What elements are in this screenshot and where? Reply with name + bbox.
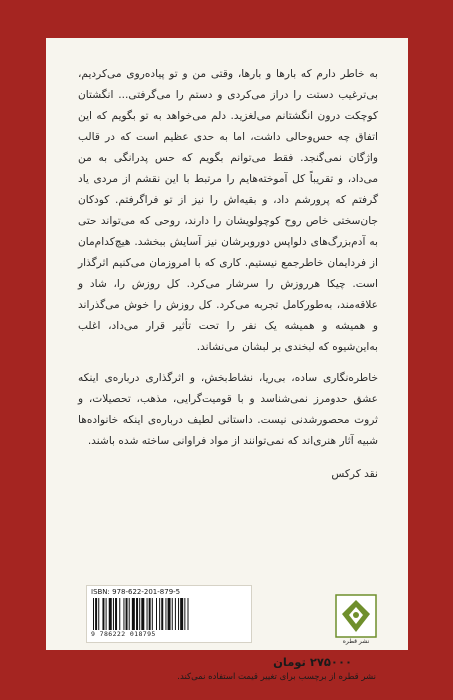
barcode-digits: 9 786222 018795 bbox=[91, 630, 156, 638]
barcode-bar bbox=[175, 598, 176, 630]
barcode-bar bbox=[93, 598, 94, 630]
barcode-bar bbox=[129, 598, 130, 630]
barcode-bar bbox=[119, 598, 120, 630]
barcode-bar bbox=[156, 598, 157, 630]
barcode bbox=[86, 585, 252, 643]
barcode-bar bbox=[178, 598, 179, 630]
blurb-paragraph-1: به خاطر دارم که بارها و بارها، وقتی من و تو پیاده‌روی می‌کردیم، بی‌ترغیب دستت را دراز می‌کردی و دستم را می‌گرفتی... انگشتان کوچکت درون انگشتانم می‌لغزید. دلم می‌خواهد به تو بگویم که این اتفاق چه حس‌وحالی داشت، اما به حدی عظیم است که در قالب واژگان نمی‌گنجد. فقط می‌توانم بگویم که حس پدرانگی به من می‌داد، و تقریباً کل آموخته‌هایم را مرتبط با این نقشم از مردی یاد گرفتم که پرورشم داد، و بقیه‌اش را نیز از تو فراگرفتم. کودکان جان‌سختی خاص روح کوچولویشان را دارند، روحی که می‌تواند حتی به آدم‌بزرگ‌های دلواپس دوروبرشان نیز آسایش ببخشد. هیچ‌کدام‌مان از فردایمان خاطرجمع نیستیم. کاری که با امروزمان می‌کنیم اثرگذار است. چیکا هرروزش را سرشار می‌کرد. کل روزش را، شاد و علاقه‌مند، به‌طورکامل تجربه می‌کرد. کل روزش را خوش می‌گذراند و همیشه و همیشه یک نفر را تحت تأثیر قرار می‌داد، اغلب به‌این‌شیوه که لبخندی بر لبشان می‌نشاند. bbox=[78, 68, 378, 353]
barcode-bars bbox=[93, 598, 243, 630]
barcode-bar bbox=[113, 598, 114, 630]
barcode-bar bbox=[149, 598, 151, 630]
barcode-bar bbox=[126, 598, 128, 630]
barcode-bar bbox=[136, 598, 138, 630]
barcode-bar bbox=[139, 598, 140, 630]
barcode-bar bbox=[141, 598, 144, 630]
barcode-bar bbox=[115, 598, 117, 630]
barcode-bar bbox=[102, 598, 104, 630]
barcode-bar bbox=[95, 598, 97, 630]
barcode-bar bbox=[165, 598, 166, 630]
barcode-bar bbox=[180, 598, 183, 630]
publisher-logo-icon bbox=[335, 594, 377, 638]
barcode-bar bbox=[123, 598, 124, 630]
price: ۲۷۵۰۰۰ تومان bbox=[273, 655, 352, 669]
barcode-bar bbox=[161, 598, 163, 630]
barcode-bar bbox=[152, 598, 153, 630]
barcode-bar bbox=[147, 598, 148, 630]
blurb-signature: نقد کرکس bbox=[331, 468, 378, 480]
barcode-bar bbox=[98, 598, 99, 630]
barcode-bar bbox=[106, 598, 107, 630]
barcode-bar bbox=[168, 598, 171, 630]
barcode-bar bbox=[109, 598, 112, 630]
publisher-logo-text: نشر قطره bbox=[342, 638, 370, 645]
barcode-bar bbox=[159, 598, 160, 630]
price-notice: نشر قطره از برچسب برای تغییر قیمت استفاده نمی‌کند. bbox=[177, 672, 376, 682]
barcode-bar bbox=[184, 598, 185, 630]
blurb-paragraph-2: خاطره‌نگاری ساده، بی‌ریا، نشاط‌بخش، و اثرگذاری درباره‌ی اینکه عشق حدومرز نمی‌شناسد و با قومیت‌گرایی، مذهب، تحصیلات، و ثروت محصورشدنی نیست. داستانی لطیف درباره‌ی اینکه خانواده‌ها شبیه آثار هنری‌اند که نمی‌توانند از مواد فراوانی ساخته شده باشند. bbox=[78, 372, 378, 447]
blurb bbox=[78, 64, 378, 485]
barcode-bar bbox=[172, 598, 173, 630]
barcode-bar bbox=[188, 598, 189, 630]
barcode-bar bbox=[132, 598, 135, 630]
isbn-label: ISBN: 978-622-201-879-5 bbox=[91, 588, 181, 596]
